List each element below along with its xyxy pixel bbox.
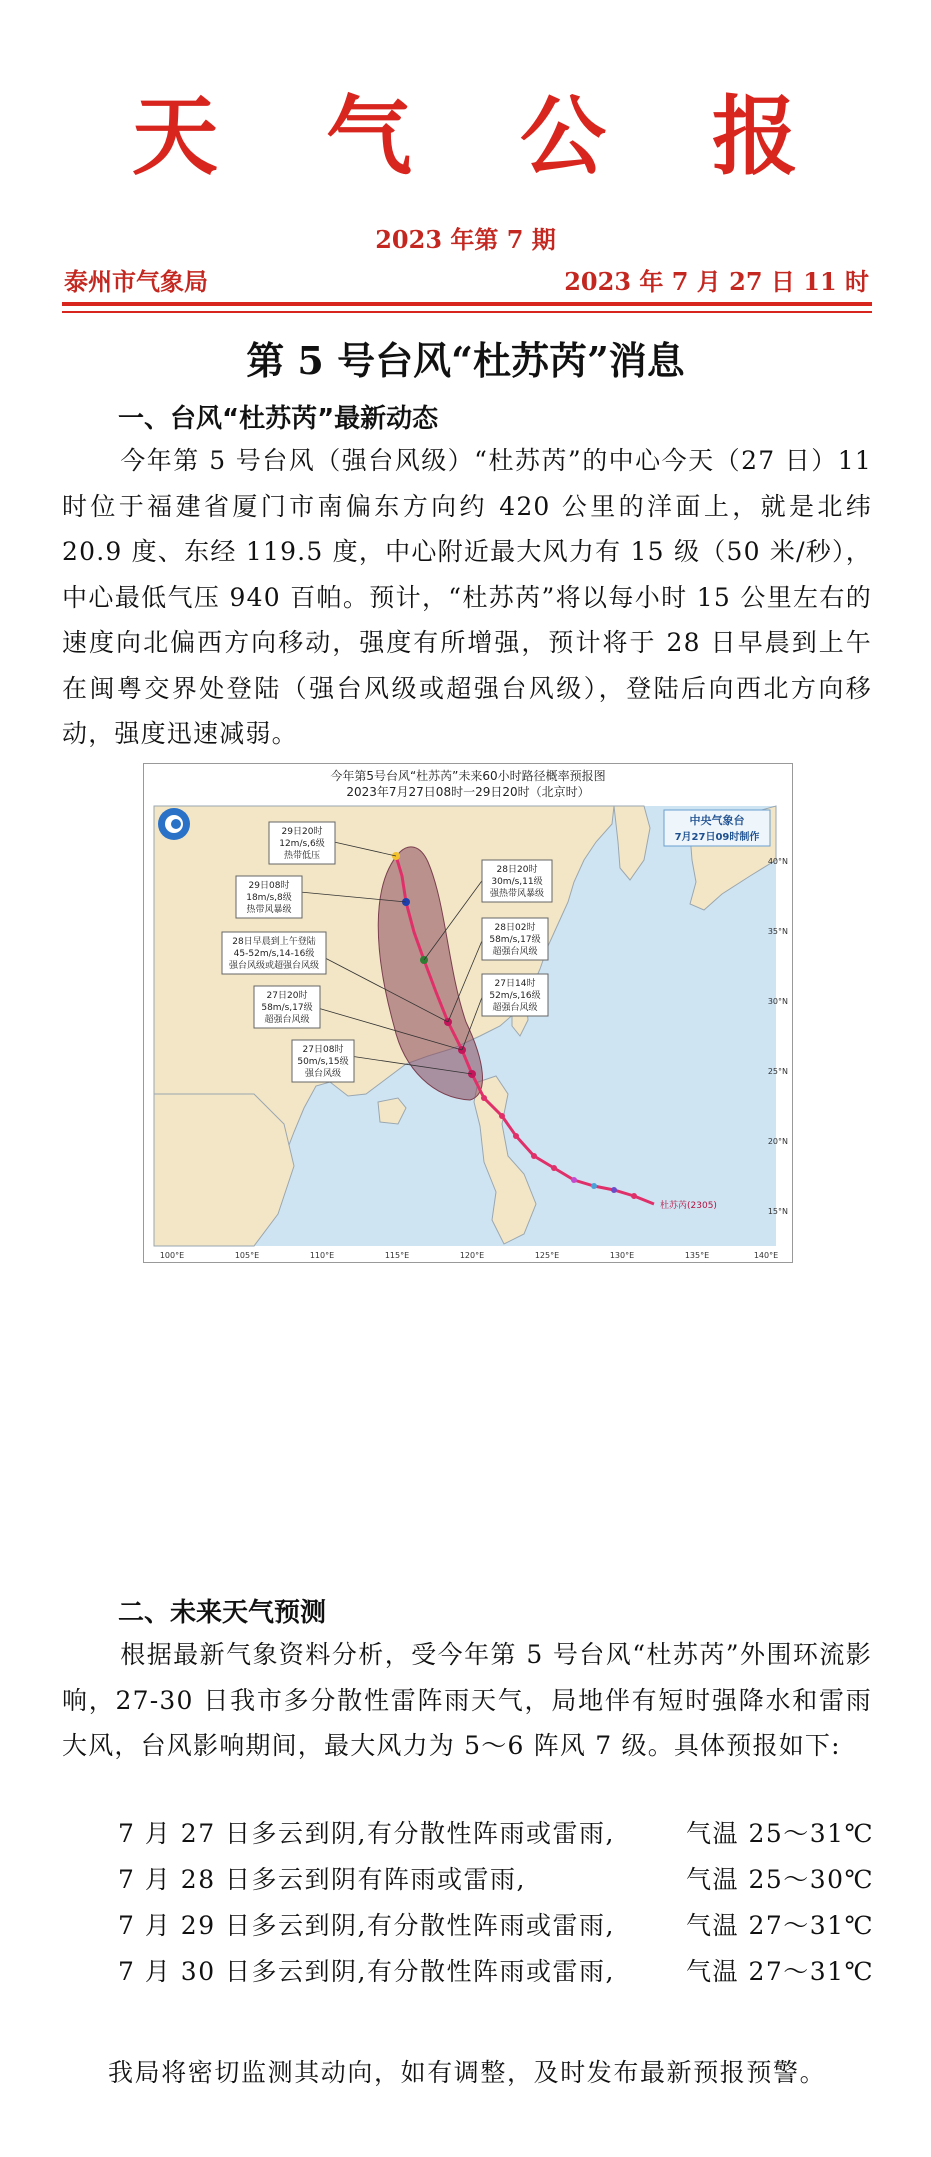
agency-name: 中央气象台: [689, 814, 745, 827]
issue-number: 2023 年第 7 期: [375, 225, 556, 254]
forecast-row: [118, 1904, 878, 1948]
svg-text:20°N: 20°N: [767, 1137, 788, 1146]
label-time: 29日08时: [248, 881, 290, 891]
label-class: 热带低压: [283, 851, 321, 861]
svg-text:120°E: 120°E: [459, 1251, 485, 1260]
svg-text:140°E: 140°E: [753, 1251, 779, 1260]
label-class: 强台风级或超强台风级: [228, 961, 320, 971]
svg-text:125°E: 125°E: [534, 1251, 560, 1260]
masthead-char: 气: [326, 86, 412, 187]
forecast-temp: 气温 25～30℃: [686, 1865, 875, 1894]
forecast-temp: 气温 27～31℃: [686, 1911, 875, 1940]
label-class: 超强台风级: [492, 947, 538, 957]
svg-text:130°E: 130°E: [609, 1251, 635, 1260]
label-time: 27日20时: [266, 991, 308, 1001]
forecast-temp: 气温 27～31℃: [686, 1957, 875, 1986]
section1-text: 今年第 5 号台风（强台风级）“杜苏芮”的中心今天（27 日）11 时位于福建省厦门市南偏东方向约 420 公里的洋面上，就是北纬 20.9 度、东经 119.5 度，中心附近最大风力有 15 级（50 米/秒），中心最低气压 940 百帕。预计，“杜苏芮”将以每小时 15 公里左右的速度向北偏西方向移动，强度有所增强，预计将于 28 日早晨到上午在闽粤交界处登陆（强台风级或超强台风级），登陆后向西北方向移动，强度迅速减弱。: [62, 446, 872, 748]
masthead-char: 报: [712, 86, 798, 187]
label-time: 27日08时: [302, 1045, 344, 1055]
label-time: 29日20时: [281, 827, 323, 837]
map-subtitle: 2023年7月27日08时一29日20时（北京时）: [346, 785, 590, 799]
forecast-row: [118, 1858, 878, 1902]
forecast-day: 7 月 28 日多云到阴有阵雨或雷雨,: [118, 1865, 527, 1894]
agency-made: 7月27日09时制作: [674, 832, 760, 843]
forecast-day: 7 月 30 日多云到阴,有分散性阵雨或雷雨,: [118, 1957, 615, 1986]
label-wind: 30m/s,11级: [491, 877, 543, 887]
svg-text:105°E: 105°E: [234, 1251, 260, 1260]
svg-text:40°N: 40°N: [767, 857, 788, 866]
forecast-row: [118, 1812, 878, 1856]
label-wind: 12m/s,6级: [279, 839, 325, 849]
label-class: 超强台风级: [492, 1003, 538, 1013]
forecast-day: 7 月 27 日多云到阴,有分散性阵雨或雷雨,: [118, 1819, 615, 1848]
label-wind: 18m/s,8级: [246, 893, 292, 903]
bureau-name: 泰州市气象局: [64, 267, 208, 296]
label-wind: 58m/s,17级: [261, 1003, 313, 1013]
svg-text:35°N: 35°N: [767, 927, 788, 936]
svg-text:110°E: 110°E: [309, 1251, 335, 1260]
label-class: 热带风暴级: [246, 905, 292, 915]
map-title: 今年第5号台风“杜苏芮”未来60小时路径概率预报图: [330, 769, 606, 783]
svg-text:115°E: 115°E: [384, 1251, 410, 1260]
storm-label: 杜苏芮(2305): [660, 1201, 717, 1211]
bulletin-title: 第 5 号台风“杜苏芮”消息: [246, 338, 685, 383]
section2-body: [62, 1632, 872, 1769]
svg-text:15°N: 15°N: [767, 1207, 788, 1216]
masthead-title: [0, 86, 931, 187]
masthead-char: 天: [132, 86, 218, 187]
forecast-row: [118, 1950, 878, 1994]
svg-text:30°N: 30°N: [767, 997, 788, 1006]
label-class: 强台风级: [304, 1069, 342, 1079]
label-wind: 50m/s,15级: [297, 1057, 349, 1067]
forecast-temp: 气温 25～31℃: [686, 1819, 875, 1848]
label-class: 超强台风级: [264, 1015, 310, 1025]
section1-heading: 一、台风“杜苏芮”最新动态: [118, 404, 439, 434]
label-time: 28日02时: [494, 923, 536, 933]
header-rule-thin: [62, 311, 872, 313]
cma-logo-icon: [158, 808, 190, 840]
lon-ticks: [160, 1251, 778, 1260]
section2-text: 根据最新气象资料分析，受今年第 5 号台风“杜苏芮”外围环流影响，27-30 日我市多分散性雷阵雨天气，局地伴有短时强降水和雷雨大风，台风影响期间，最大风力为 5～6 阵风 7 级。具体预报如下:: [62, 1640, 872, 1760]
forecast-day: 7 月 29 日多云到阴,有分散性阵雨或雷雨,: [118, 1911, 615, 1940]
closing-statement: 我局将密切监测其动向，如有调整，及时发布最新预报预警。: [108, 2058, 827, 2087]
masthead-char: 公: [520, 86, 606, 187]
svg-text:135°E: 135°E: [684, 1251, 710, 1260]
svg-text:25°N: 25°N: [767, 1067, 788, 1076]
label-time: 28日20时: [496, 865, 538, 875]
section1-body: [62, 438, 872, 757]
publish-date: 2023 年 7 月 27 日 11 时: [564, 267, 869, 296]
label-time: 28日早晨到上午登陆: [232, 937, 316, 947]
label-class: 强热带风暴级: [489, 889, 545, 899]
label-wind: 45-52m/s,14-16级: [233, 949, 315, 959]
header-rule-thick: [62, 302, 872, 306]
typhoon-track-map: [143, 763, 793, 1263]
section2-heading: 二、未来天气预测: [118, 1598, 327, 1628]
svg-text:100°E: 100°E: [159, 1251, 185, 1260]
label-wind: 58m/s,17级: [489, 935, 541, 945]
label-time: 27日14时: [494, 979, 536, 989]
label-wind: 52m/s,16级: [489, 991, 541, 1001]
